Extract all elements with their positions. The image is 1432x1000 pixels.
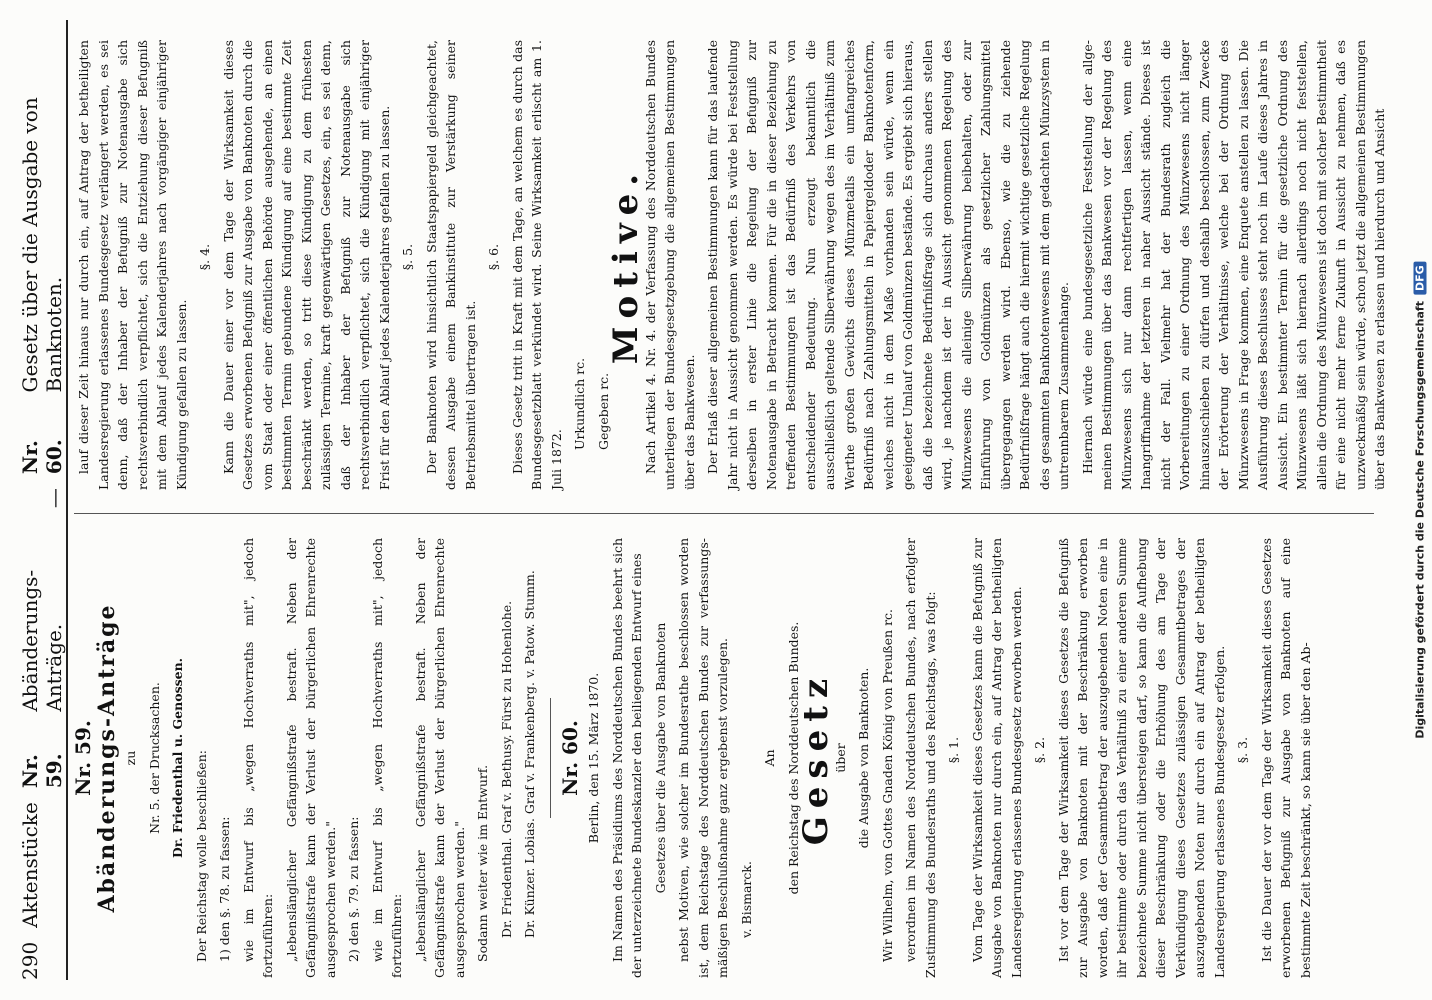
text-line: 2) den §. 79. zu fassen: xyxy=(346,816,361,962)
author-line: Dr. Friedenthal u. Genossen. xyxy=(170,657,185,859)
signatures-line: Dr. Friedenthal. Graf v. Bethusy. Fürst zu Hohenlohe. xyxy=(498,600,514,938)
paragraph: Wir Wilhelm, von Gottes Gnaden König von Preußen rc. xyxy=(879,608,895,962)
text-line: Der Reichstag wolle beschließen: xyxy=(193,750,209,962)
signatures-line: Dr. Künzer. Lobias. Graf v. Frankenberg. v. Patow. Stumm. xyxy=(522,570,537,938)
address-reichstag: den Reichstag des Norddeutschen Bundes. xyxy=(785,621,801,895)
paragraph: lauf dieser Zeit hinaus nur durch ein, auf Antrag der betheiligten Landesregierung erlassenes Bundesgesetz verlängert werden, es sei denn, daß der Inhaber der Befugniß zur Notenausgabe sich rechtsverbindlich verpflichtet, sich die Entziehung dieser Befugniß mit dem Ablauf jedes Kalenderjahres nach vorgängiger einjähriger Kündigung gefallen zu lassen. xyxy=(76,40,189,490)
header-right-nr: Nr. 60. xyxy=(18,439,66,475)
section-marker: §. 4. xyxy=(197,243,212,271)
section-nr59: Nr. 59. xyxy=(71,720,95,796)
section-marker: §. 5. xyxy=(400,243,415,271)
page-header xyxy=(0,20,68,980)
paragraph: Vom Tage der Wirksamkeit dieses Gesetzes kann die Befugniß zur Ausgabe von Banknoten nur durch ein, auf Antrag der betheiligten Landesregierung erlassenes Bundesgesetz erworben werden. xyxy=(969,538,1024,978)
header-dash: — xyxy=(42,488,66,509)
text-line: wie im Entwurf bis „wegen Hochverraths mit", jedoch fortzuführen: xyxy=(240,538,275,978)
paragraph: Ist vor dem Tage der Wirksamkeit dieses Gesetzes die Befugniß zur Ausgabe von Banknoten mit der Beschränkung erworben worden, daß der Gesammtbetrag der auszugebenden Noten eine in ihr bestimmte oder durch das Verhältniß zu einer anderen Summe bezeichnete Summe nicht übersteigen darf, so kann die Aufhebung dieser Beschränkung oder die Erhöhung des am Tage der Verkündigung dieses Gesetzes zulässigen Gesammtbetrages der auszugebenden Noten nur durch ein auf Antrag der betheiligten Landesregierung erlassenes Bundesgesetz erfolgen. xyxy=(1055,538,1227,978)
text-line: Sodann weiter wie im Entwurf. xyxy=(475,764,490,962)
paragraph: Ist die Dauer der vor dem Tage der Wirksamkeit dieses Gesetzes erworbenen Befugniß zur Ausgabe von Banknoten auf eine bestimmte Zeit beschränkt, so kann sie über den Ab- xyxy=(1258,538,1313,978)
section-marker: §. 3. xyxy=(1235,736,1250,764)
paragraph: Gesetzes über die Ausgabe von Banknoten xyxy=(652,622,668,894)
address-an: An xyxy=(762,749,777,767)
header-left-subject: Abänderungs-Anträge. xyxy=(18,569,66,712)
section-marker: §. 2. xyxy=(1032,736,1047,764)
label-zu: zu xyxy=(123,750,138,766)
label-drucksachen-ref: Nr. 5. der Drucksachen. xyxy=(146,682,162,834)
digitization-credit-text: Digitalisierung gefördert durch die Deutsche Forschungsgemeinschaft xyxy=(1413,301,1427,739)
text-line: „lebenslänglicher Gefängnißstrafe bestraft. Neben der Gefängnißstrafe kann der Verlust der bürgerlichen Ehrenrechte ausgesprochen werden." xyxy=(412,538,467,978)
paragraph: nebst Motiven, wie solcher im Bundesrathe beschlossen worden ist, dem Reichstage des Norddeutschen Bundes zur verfassungsmäßigen Beschlußnahme ganz ergebenst vorzulegen. xyxy=(676,538,730,978)
section-marker: §. 6. xyxy=(486,243,501,271)
gesetz-title: Gesetz xyxy=(796,670,836,846)
gesetz-subtitle: die Ausgabe von Banknoten. xyxy=(856,667,871,849)
paragraph: Kann die Dauer einer vor dem Tage der Wirksamkeit dieses Gesetzes erworbenen Befugniß zur Ausgabe von Banknoten durch die vom Staat oder einer öffentlichen Behörde ausgehende, an einen bestimmten Termin gebundene Kündigung auf eine bestimmte Zeit beschränkt werden, so tritt diese Kündigung zu dem frühesten zulässigen Termine, kraft gegenwärtigen Gesetzes, ein, es sei denn, daß der Inhaber der Befugniß zur Notenausgabe sich rechtsverbindlich verpflichtet, sich die Kündigung mit einjähriger Frist für den Ablauf jedes Kalenderjahres gefallen zu lassen. xyxy=(220,40,392,490)
divider xyxy=(550,698,551,818)
dfg-logo: DFG xyxy=(1414,261,1427,295)
header-left-nr: Nr. 59. xyxy=(18,753,66,789)
digitization-credit xyxy=(1414,261,1427,738)
gesetz-ueber: über xyxy=(832,743,848,773)
page-number: 290 xyxy=(18,941,42,980)
section-title-antraege: Abänderungs-Anträge xyxy=(93,603,120,913)
column-divider xyxy=(74,513,1374,514)
paragraph: Im Namen des Präsidiums des Norddeutschen Bundes beehrt sich der unterzeichnete Bundeskanzler den beiliegenden Entwurf eines xyxy=(609,538,644,978)
paragraph: Nach Artikel 4. Nr. 4. der Verfassung des Norddeutschen Bundes unterliegen der Bundesgesetzgebung die allgemeinen Bestimmungen über das Bankwesen. xyxy=(642,40,697,490)
header-right-subject: Gesetz über die Ausgabe von Banknoten. xyxy=(18,97,66,393)
text-line: „lebenslänglicher Gefängnißstrafe bestraft. Neben der Gefängnißstrafe kann der Verlust der bürgerlichen Ehrenrechte ausgesprochen werden." xyxy=(283,538,338,978)
text-line: 1) den §. 78. zu fassen: xyxy=(217,816,232,962)
column-right xyxy=(74,40,1394,490)
paragraph: Der Erlaß dieser allgemeinen Bestimmungen kann für das laufende Jahr nicht in Aussicht genommen werden. Es würde bei Feststellung derselben in erster Linie die Regelung der Befugniß zur Notenausgabe in Betracht kommen. Für die in dieser Beziehung zu treffenden Bestimmungen ist das Bedürfniß des Verkehrs von entscheidender Bedeutung. Nun erzeugt bekanntlich die ausschließlich geltende Silberwährung wegen des im Verhältniß zum Werthe großen Gewichts dieses Münzmetalls ein umfangreiches Bedürfniß nach Zahlungsmitteln in Papiergeldoder Banknotenform, welches nicht in dem Maße vorhanden sein würde, wenn ein geeigneter Umlauf von Goldmünzen bestände. Es ergiebt sich hieraus, daß die bezeichnete Bedürfnißfrage sich durchaus anders stellen wird, je nachdem ist der in Aussicht genommenen Regelung des Münzwesens die alleinige Silberwährung beibehalten, oder zur Einführung von Goldmünzen als gesetzlicher Zahlungsmittel übergegangen werden wird. Ebenso, wie die zu ziehende Bedürfnißfrage hängt auch die hiermit wichtige gesetzliche Regelung des gesammten Banknotenwesens mit dem gedachten Münzsystem in untrennbarem Zusammenhange. xyxy=(705,40,1071,490)
paragraph: Hiernach würde eine bundesgesetzliche Feststellung der allgemeinen Bestimmungen über das Bankwesen vor der Regelung des Münzwesens sich nur dann rechtfertigen lassen, wenn eine Inangriffnahme der letzteren in naher Aussicht stände. Dieses ist nicht der Fall. Vielmehr hat der Bundesrath zugleich die Vorbereitungen zu einer Ordnung des Münzwesens nicht länger hinauszuschieben zu dürfen und deshalb beschlossen, zum Zwecke der Erörterung der Verhältnisse, welche bei der Ordnung des Münzwesens in Frage kommen, eine Enquete anstellen zu lassen. Die Ausführung dieses Beschlusses steht noch im Laufe dieses Jahres in Aussicht. Ein bestimmter Termin für die gesetzliche Ordnung des Münzwesens läßt sich hiernach allerdings noch nicht feststellen, allein die Ordnung des Münzwesens ist doch mit solcher Bestimmtheit für eine nicht mehr ferne Zukunft in Aussicht zu nehmen, daß es unzweckmäßig sein würde, schon jetzt die allgemeinen Bestimmungen über das Bankwesen zu erlassen und hierdurch und Ansicht xyxy=(1079,40,1387,490)
signature-bismarck: v. Bismarck. xyxy=(738,861,754,938)
section-marker: §. 1. xyxy=(946,736,961,764)
closing-line: Gegeben rc. xyxy=(595,372,611,450)
column-left xyxy=(71,538,1319,978)
paragraph: verordnen im Namen des Norddeutschen Bundes, nach erfolgter Zustimmung des Bundesraths und des Reichstags, was folgt: xyxy=(903,538,938,978)
header-left-title: Aktenstücke xyxy=(18,802,42,928)
closing-line: Urkundlich rc. xyxy=(572,357,587,450)
paragraph: Der Banknoten wird hinsichtlich Staatspapiergeld gleichgeachtet, dessen Ausgabe einem Bankinstitute zur Verstärkung seiner Betriebsmittel übertragen ist. xyxy=(423,40,478,490)
digitization-sidebar xyxy=(1408,0,1432,1000)
paragraph: Dieses Gesetz tritt in Kraft mit dem Tage, an welchem es durch das Bundesgesetzblatt verkündet wird. Seine Wirksamkeit erlischt am 1. Juli 1872. xyxy=(509,40,564,490)
dateline: Berlin, den 15. März 1870. xyxy=(586,672,601,844)
section-nr60: Nr. 60. xyxy=(557,720,582,796)
motive-title: Motive. xyxy=(606,165,646,365)
text-line: wie im Entwurf bis „wegen Hochverraths mit", jedoch fortzuführen: xyxy=(369,538,404,978)
